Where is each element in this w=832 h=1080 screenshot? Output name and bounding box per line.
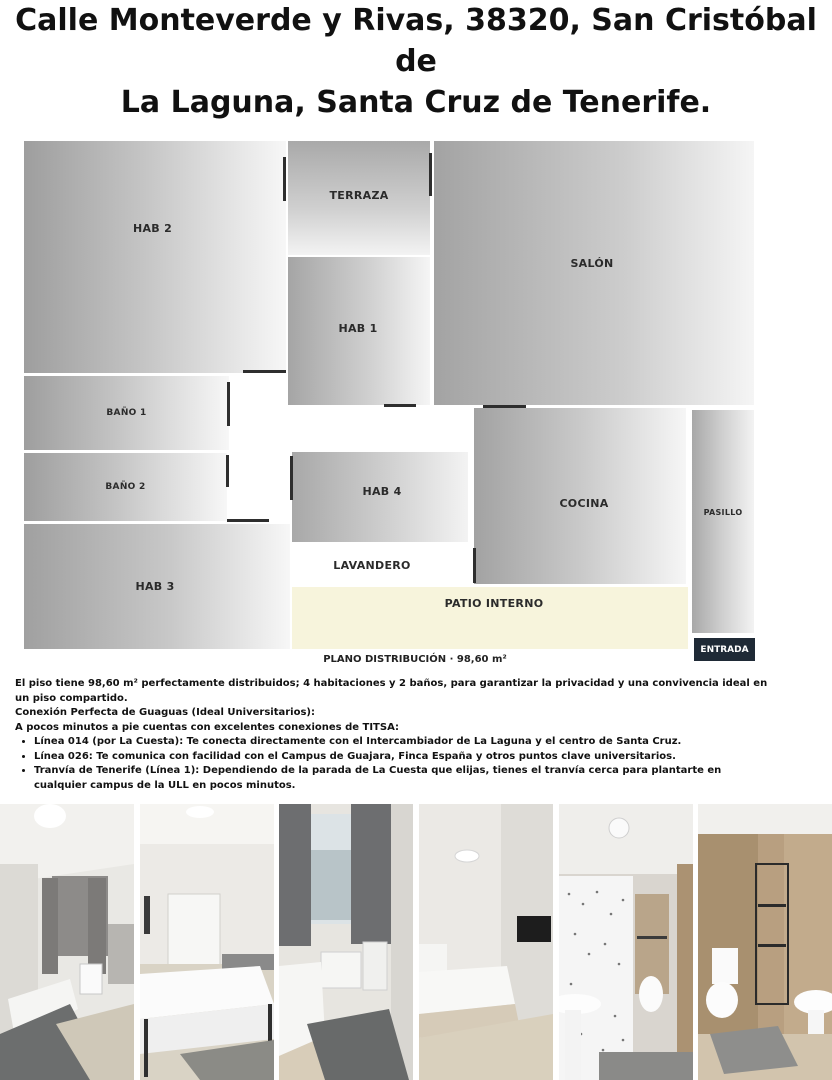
- bedroom-photo-3: [279, 804, 413, 1080]
- description-subheading: A pocos minutos a pie cuentas con excelentes conexiones de TITSA:: [15, 721, 399, 733]
- room-cocina: [474, 408, 686, 584]
- room-bano-2-label: BAÑO 2: [105, 482, 146, 492]
- plan-caption: PLANO DISTRIBUCIÓN · 98,60 m²: [323, 654, 507, 665]
- title-line-2: La Laguna, Santa Cruz de Tenerife.: [120, 85, 712, 120]
- entrance-label: ENTRADA: [694, 638, 755, 661]
- room-hab-3: [24, 524, 290, 649]
- room-patio-interno-label: PATIO INTERNO: [444, 596, 544, 610]
- room-hab-4-label: HAB 4: [362, 484, 402, 498]
- room-terraza-label: TERRAZA: [329, 188, 389, 202]
- door-hab-2-bottom: [243, 370, 286, 373]
- room-hab-4: [292, 452, 468, 542]
- room-pasillo-label: PASILLO: [703, 508, 743, 517]
- bedroom-photo-4: [419, 804, 553, 1080]
- room-salon-label: SALÓN: [570, 257, 614, 270]
- photo-strip: [0, 804, 832, 1080]
- door-bano-2: [226, 455, 229, 487]
- room-terraza: [288, 141, 430, 255]
- door-terraza: [429, 153, 432, 196]
- door-hab-1: [384, 404, 416, 407]
- room-patio-interno: [292, 587, 688, 649]
- description: [15, 677, 775, 793]
- transport-list: [15, 735, 775, 793]
- door-hab-2: [283, 157, 286, 201]
- room-hab-2-label: HAB 2: [132, 221, 173, 235]
- room-bano-2: [24, 453, 227, 521]
- room-hab-2: [24, 141, 286, 373]
- list-item: • Línea 026: Te comunica con facilidad con el Campus de Guajara, Finca España y otros puntos clave universitarios.: [34, 750, 775, 765]
- room-hab-3-label: HAB 3: [135, 580, 175, 593]
- list-item: • Línea 014 (por La Cuesta): Te conecta directamente con el Intercambiador de La Laguna y el centro de Santa Cruz.: [34, 735, 775, 750]
- door-cocina: [473, 548, 476, 583]
- room-bano-1: [24, 376, 229, 450]
- room-salon: [434, 141, 754, 405]
- title-line-1: Calle Monteverde y Rivas, 38320, San Cristóbal de: [15, 3, 817, 79]
- room-bano-1-label: BAÑO 1: [106, 408, 147, 418]
- door-hab-4: [290, 456, 293, 500]
- description-intro: El piso tiene 98,60 m² perfectamente distribuidos; 4 habitaciones y 2 baños, para garantizar la privacidad y una convivencia ideal en un piso compartido.: [15, 678, 768, 704]
- bedroom-photo-1: [0, 804, 134, 1080]
- room-hab-1-label: HAB 1: [338, 322, 378, 335]
- door-bano-1: [227, 382, 230, 426]
- bathroom-photo-2: [698, 804, 832, 1080]
- room-lavandero-label: LAVANDERO: [333, 558, 411, 572]
- room-cocina-label: COCINA: [559, 496, 609, 510]
- description-heading: Conexión Perfecta de Guaguas (Ideal Universitarios):: [15, 707, 315, 718]
- room-lavandero: [292, 545, 472, 585]
- bathroom-photo-1: [559, 804, 693, 1080]
- room-hab-1: [288, 257, 430, 405]
- list-item: • Tranvía de Tenerife (Línea 1): Dependiendo de la parada de La Cuesta que elijas, tienes el tranvía cerca para plantarte en cualquier campus de la ULL en pocos minutos.: [34, 764, 775, 793]
- door-bano-2-bottom: [227, 519, 269, 522]
- bedroom-photo-2: [140, 804, 274, 1080]
- room-pasillo: [692, 410, 754, 633]
- door-salon: [483, 405, 526, 408]
